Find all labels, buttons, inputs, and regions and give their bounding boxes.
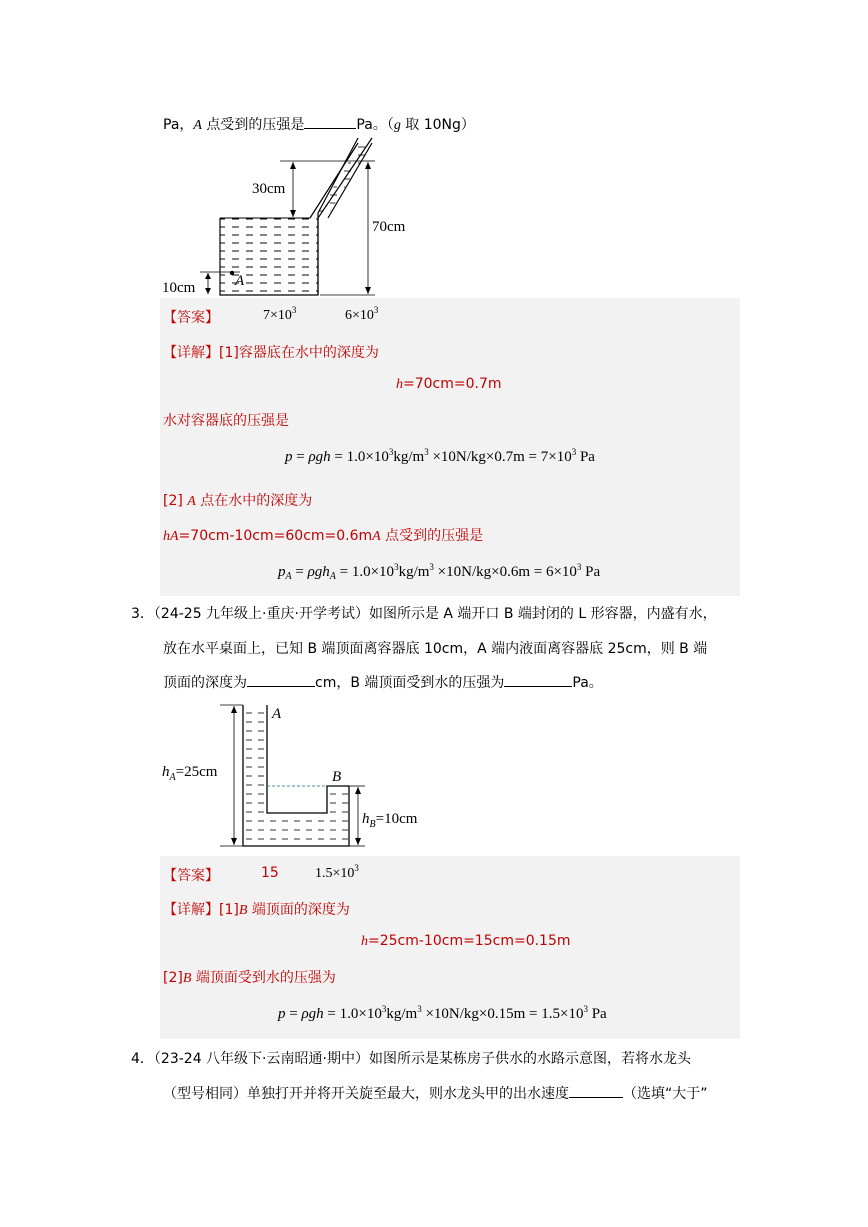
- q3-detail-line-2: [2]B 端顶面受到水的压强为: [163, 970, 336, 986]
- label-ha: $h_A=25cm$: [162, 764, 218, 783]
- label-a: A: [235, 273, 245, 289]
- q4-question-line-2: （型号相同）单独打开并将开关旋至最大，则水龙头甲的出水速度 （选填“大于”: [163, 1083, 708, 1103]
- q3-question-line-1: 3．（24-25 九年级上·重庆·开学考试）如图所示是 A 端开口 B 端封闭的 L 形容器，内盛有水，: [131, 606, 717, 622]
- q4-question-line-1: 4．（23-24 八年级下·云南昭通·期中）如图所示是某栋房子供水的水路示意图，若将水龙头: [131, 1051, 691, 1067]
- q2-formula-1: $p = \rho gh = 1.0\times 10^3kg/m^3 \times 10N/kg\times 0.7m = 7\times 10^3$ Pa: [285, 447, 595, 465]
- label-a-end: A: [272, 706, 282, 722]
- q2-question-line: Pa，A 点受到的压强是 Pa。（g 取 10Ng）: [163, 114, 475, 134]
- q2-answer-line: 【答案】 $7\times 10^3$ $6\times 10^3$: [163, 305, 379, 326]
- q3-detail-line-1: 【详解】[1]B 端顶面的深度为: [163, 902, 350, 918]
- q2-detail-line-2: [2] A 点在水中的深度为: [163, 493, 313, 509]
- q2-pressure-text: 水对容器底的压强是: [163, 413, 289, 429]
- answer-blank: [504, 672, 572, 687]
- point-a-dot: [230, 271, 234, 275]
- q3-l-container-figure: [160, 700, 430, 852]
- q2-depth-a-equation: hA=70cm-10cm=60cm=0.6mA 点受到的压强是: [163, 528, 484, 544]
- answer-blank: [304, 114, 356, 129]
- q2-detail-line-1: 【详解】[1]容器底在水中的深度为: [163, 345, 379, 361]
- answer-blank: [247, 672, 315, 687]
- label-b-end: B: [332, 769, 342, 785]
- q2-formula-2: $p_A = \rho gh_A = 1.0\times 10^3kg/m^3 \times 10N/kg\times 0.6m = 6\times 10^3$ Pa: [278, 562, 601, 582]
- q3-formula: $p = \rho gh = 1.0\times 10^3kg/m^3 \times 10N/kg\times 0.15m = 1.5\times 10^3$ Pa: [278, 1004, 607, 1022]
- label-hb: $h_B=10cm$: [362, 811, 418, 830]
- q3-depth-equation: h=25cm-10cm=15cm=0.15m: [361, 933, 571, 949]
- q3-question-line-3: 顶面的深度为 cm，B 端顶面受到水的压强为 Pa。: [163, 672, 603, 692]
- label-70cm: 70cm: [372, 219, 406, 235]
- q3-question-line-2: 放在水平桌面上，已知 B 端顶面离容器底 10cm，A 端内液面离容器底 25cm，则 B 端: [163, 641, 708, 657]
- q3-answer-line: 【答案】 15 $1.5\times 10^3$: [163, 863, 359, 884]
- label-30cm: 30cm: [252, 181, 286, 197]
- q2-depth-equation: h=70cm=0.7m: [396, 376, 502, 392]
- q2-container-figure: [160, 135, 420, 300]
- answer-blank: [569, 1083, 623, 1098]
- label-10cm: 10cm: [162, 280, 196, 296]
